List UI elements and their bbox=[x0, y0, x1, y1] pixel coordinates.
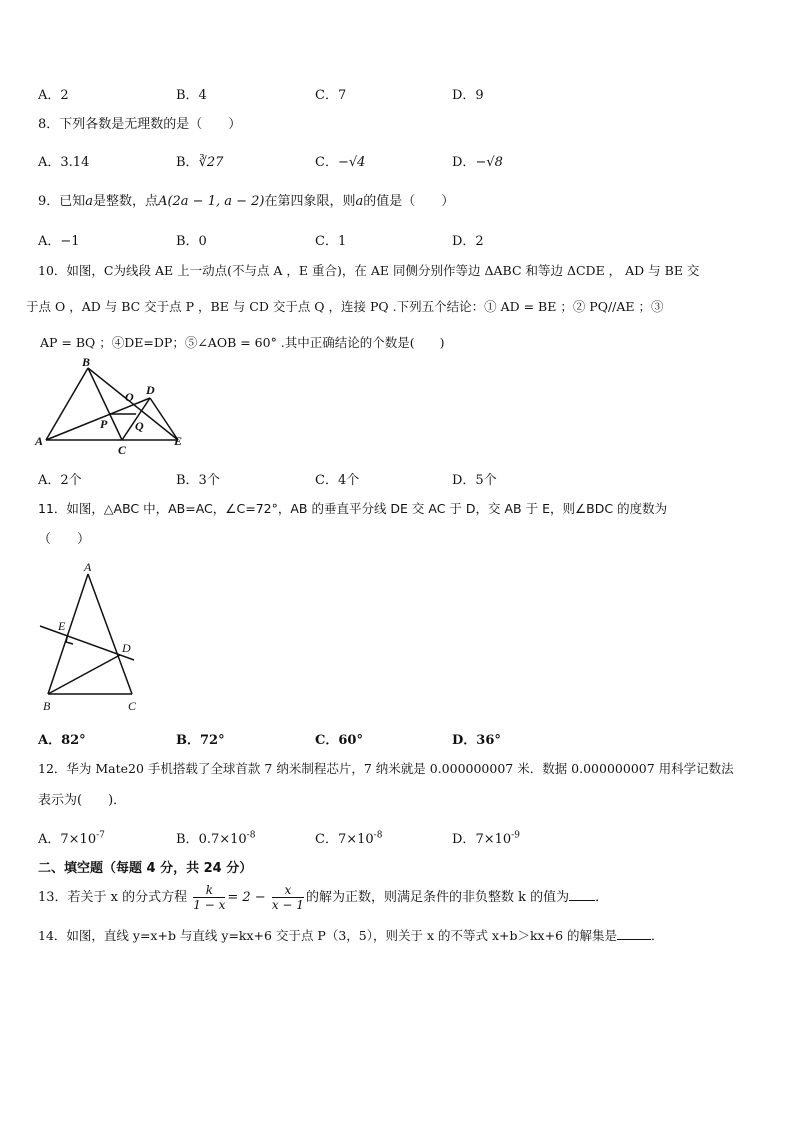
q13-frac2-denominator: x − 1 bbox=[271, 898, 304, 912]
q8-option-d bbox=[452, 151, 503, 170]
q8-option-b-prefix: B． bbox=[176, 155, 199, 170]
q10-option-d: D．5个 bbox=[452, 473, 497, 488]
q13-frac1-denominator: 1 − x bbox=[193, 898, 226, 912]
q11-label-d: D bbox=[122, 641, 131, 655]
q10-label-e: E bbox=[174, 434, 183, 448]
q11-label-a: A bbox=[84, 560, 92, 574]
q10-option-c: C．4个 bbox=[315, 473, 360, 488]
q11-label-b: B bbox=[43, 699, 51, 713]
q10-label-q: Q bbox=[135, 419, 144, 433]
q10-label-c: C bbox=[118, 443, 127, 456]
q12-option-c bbox=[315, 828, 382, 847]
q12-option-a-base: 7×10 bbox=[60, 832, 97, 847]
q10-line-1: 10．如图，C为线段 AE 上一动点(不与点 A ，E 重合)，在 AE 同侧分别作等边 ΔABC 和等边 ΔCDE ， AD 与 BE 交 bbox=[38, 263, 700, 278]
q12-option-b-exp: -8 bbox=[246, 830, 256, 841]
q11-option-b: B．72° bbox=[176, 733, 225, 748]
q8-option-d-value: −√8 bbox=[475, 155, 503, 170]
q7-option-c: C．7 bbox=[315, 88, 347, 103]
q12-option-d-prefix: D． bbox=[452, 832, 476, 847]
q9-var-a: a bbox=[85, 194, 94, 209]
q12-option-d-base: 7×10 bbox=[475, 832, 512, 847]
q10-line-2: 于点 O ，AD 与 BC 交于点 P ，BE 与 CD 交于点 Q ，连接 PQ .下列五个结论：① AD = BE ；② PQ//AE ；③ bbox=[26, 299, 664, 314]
q8-option-b-value: ∛27 bbox=[198, 155, 224, 170]
q12-option-c-exp: -8 bbox=[373, 830, 383, 841]
q12-line-1: 12．华为 Mate20 手机搭载了全球首款 7 纳米制程芯片，7 纳米就是 0.000000007 米．数据 0.000000007 用科学记数法 bbox=[38, 761, 734, 776]
q8-option-c-value: −√4 bbox=[337, 155, 366, 170]
q13-frac2-numerator: x bbox=[272, 883, 304, 898]
q9-option-c: C．1 bbox=[315, 234, 347, 249]
q10-line-ab bbox=[46, 368, 88, 440]
q11-label-c: C bbox=[128, 699, 137, 713]
q12-option-b-base: 0.7×10 bbox=[198, 832, 247, 847]
q14-end: ． bbox=[651, 928, 664, 943]
q12-option-a-prefix: A． bbox=[38, 832, 61, 847]
q8-stem: 8．下列各数是无理数的是（ ） bbox=[38, 117, 242, 132]
q8-option-b bbox=[176, 151, 223, 170]
q10-option-b: B．3个 bbox=[176, 473, 220, 488]
q11-right-angle-mark bbox=[66, 634, 73, 644]
q12-option-b-prefix: B． bbox=[176, 832, 199, 847]
q12-option-c-base: 7×10 bbox=[337, 832, 374, 847]
q9-stem-2: 是整数，点 bbox=[93, 194, 159, 209]
q9-option-d: D．2 bbox=[452, 234, 484, 249]
q10-line-3: AP = BQ ；④DE=DP；⑤∠AOB = 60° .其中正确结论的个数是( ) bbox=[40, 335, 445, 350]
q10-label-b: B bbox=[82, 356, 91, 369]
q11-line-2: （ ） bbox=[38, 532, 91, 547]
q9-stem-4: 的值是（ ） bbox=[363, 194, 455, 209]
q9-option-a: A．−1 bbox=[38, 234, 80, 249]
q11-label-e: E bbox=[58, 619, 66, 633]
q9-var-a-2: a bbox=[355, 194, 364, 209]
q12-line-2: 表示为( )． bbox=[38, 793, 127, 808]
q11-option-d: D．36° bbox=[452, 733, 501, 748]
q9-stem-3: 在第四象限，则 bbox=[264, 194, 356, 209]
q9-stem-1: 9．已知 bbox=[38, 194, 86, 209]
q8-option-d-prefix: D． bbox=[452, 155, 476, 170]
q12-option-d bbox=[452, 828, 520, 847]
q9-option-b: B．0 bbox=[176, 234, 207, 249]
q8-option-a: A．3.14 bbox=[38, 155, 90, 170]
q13-end: ． bbox=[595, 890, 609, 905]
q13-frac1-numerator: k bbox=[193, 883, 225, 898]
q13-prefix: 13．若关于 x 的分式方程 bbox=[38, 890, 188, 905]
q11-line-1: 11．如图，△ABC 中，AB=AC，∠C=72°，AB 的垂直平分线 DE 交 AC 于 D，交 AB 于 E，则∠BDC 的度数为 bbox=[38, 501, 668, 516]
q11-figure bbox=[34, 560, 144, 714]
q12-option-a-exp: -7 bbox=[96, 830, 105, 841]
q10-option-a: A．2个 bbox=[38, 473, 82, 488]
q7-option-b: B．4 bbox=[176, 88, 207, 103]
q13-mid: = 2 − bbox=[227, 890, 266, 905]
q12-option-b bbox=[176, 828, 255, 847]
q13-fraction-2 bbox=[272, 883, 304, 912]
q12-option-a bbox=[38, 828, 105, 847]
q9-stem bbox=[38, 193, 764, 211]
q10-label-o: O bbox=[125, 390, 134, 404]
q14-answer-blank[interactable] bbox=[617, 927, 651, 940]
q12-option-c-prefix: C． bbox=[315, 832, 338, 847]
q11-line-ac bbox=[88, 574, 132, 694]
q13-answer-blank[interactable] bbox=[569, 888, 595, 901]
q10-label-p: P bbox=[100, 417, 108, 431]
q7-option-a: A．2 bbox=[38, 88, 69, 103]
q7-option-d: D．9 bbox=[452, 88, 484, 103]
q10-label-a: A bbox=[35, 434, 44, 448]
q10-label-d: D bbox=[146, 383, 155, 397]
q12-option-d-exp: -9 bbox=[511, 830, 520, 841]
q14-text: 14．如图，直线 y=x+b 与直线 y=kx+6 交于点 P（3，5），则关于 x 的不等式 x+b＞kx+6 的解集是 bbox=[38, 928, 618, 943]
section-2-title: 二、填空题（每题 4 分，共 24 分） bbox=[38, 861, 253, 876]
q14-line bbox=[38, 927, 764, 945]
q8-option-c bbox=[315, 151, 365, 170]
q11-option-a: A．82° bbox=[38, 733, 86, 748]
q13-suffix: 的解为正数，则满足条件的非负整数 k 的值为 bbox=[305, 890, 570, 905]
q10-figure bbox=[34, 356, 194, 456]
q9-point: A(2a − 1, a − 2) bbox=[158, 194, 265, 209]
q13-line bbox=[38, 880, 764, 916]
q13-fraction-1 bbox=[193, 883, 225, 912]
q11-option-c: C．60° bbox=[315, 733, 363, 748]
q8-option-c-prefix: C． bbox=[315, 155, 338, 170]
